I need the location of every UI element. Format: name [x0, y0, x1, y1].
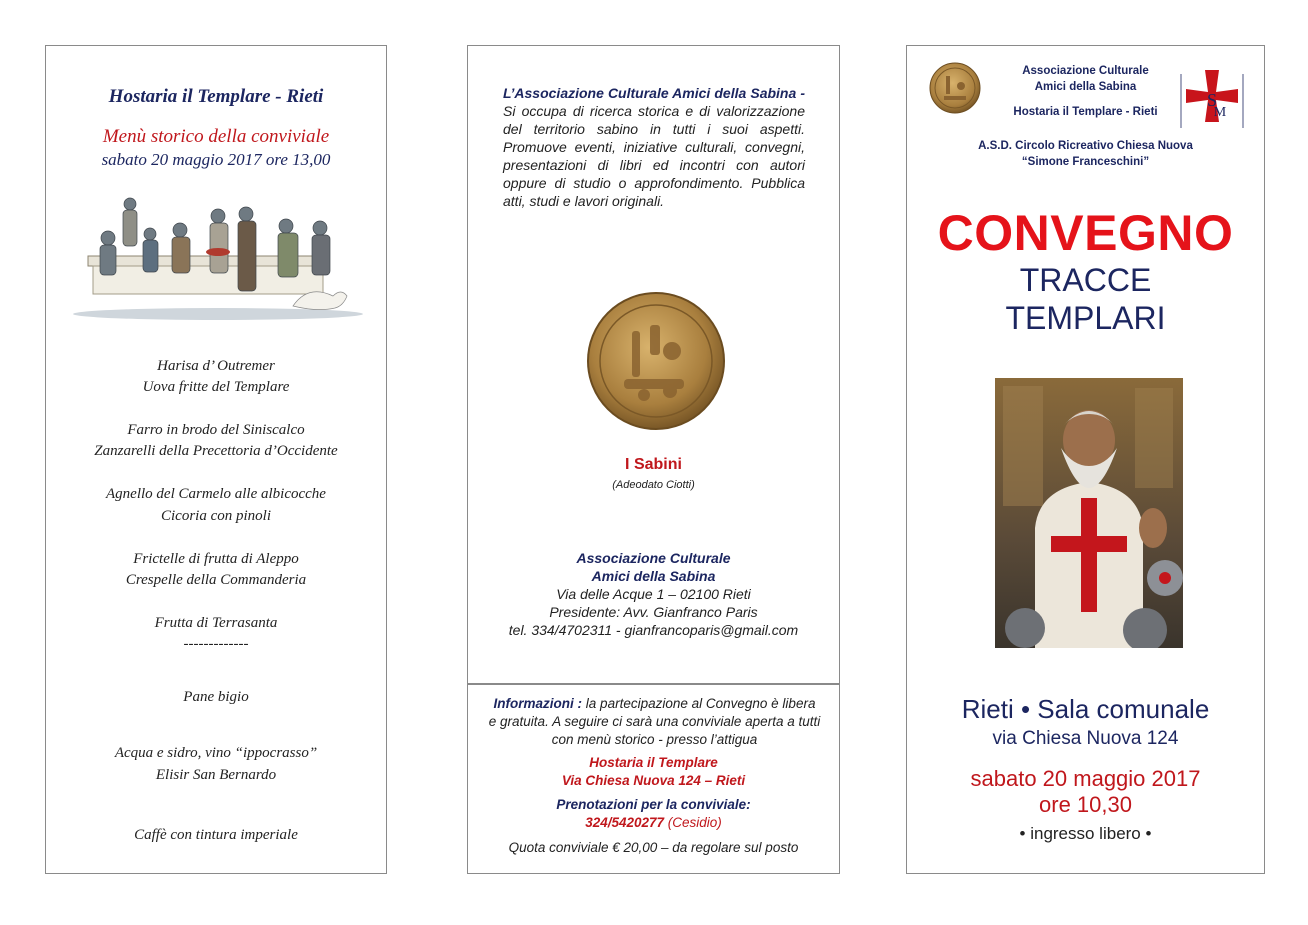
info-label: Informazioni : [493, 696, 583, 711]
menu-subtitle: Menù storico della conviviale [102, 126, 330, 147]
org-line: Amici della Sabina [1034, 81, 1137, 93]
event-headline: CONVEGNO [937, 205, 1234, 261]
restaurant-title: Hostaria il Templare - Rieti [108, 86, 324, 107]
event-time: ore 10,30 [1039, 792, 1132, 817]
menu-item: Pane bigio [183, 689, 249, 705]
menu-item: Frictelle di frutta di Aleppo [133, 551, 299, 567]
fee-note: Quota conviviale € 20,00 – da regolare sul posto [508, 840, 799, 855]
org-line: “Simone Franceschini” [1021, 156, 1150, 168]
event-topic-line1: TRACCE [1019, 262, 1152, 298]
association-intro [503, 84, 805, 210]
org-line: A.S.D. Circolo Ricreativo Chiesa Nuova [978, 140, 1193, 152]
menu-item: Harisa d’ Outremer [157, 358, 275, 374]
event-street: via Chiesa Nuova 124 [992, 728, 1179, 749]
menu-date: sabato 20 maggio 2017 ore 13,00 [101, 150, 331, 169]
event-date: sabato 20 maggio 2017 [970, 766, 1201, 791]
artwork-title: I Sabini [625, 456, 682, 473]
booking-person: (Cesidio) [664, 815, 722, 830]
booking-label: Prenotazioni per la conviviale: [556, 797, 751, 812]
menu-item: Cicoria con pinoli [161, 508, 271, 524]
venue-name: Hostaria il Templare [589, 755, 718, 770]
svg-text:M: M [1213, 105, 1227, 120]
info-text [488, 695, 821, 749]
info-body: la partecipazione al Convegno è libera e gratuita. A seguire ci sarà una conviviale aperta a tutti con menù storico - presso l’attigua [488, 696, 821, 747]
booking-phone: 324/5420277 [585, 815, 665, 830]
svg-text:S: S [1206, 90, 1218, 110]
event-datetime [907, 766, 1264, 818]
association-address: Via delle Acque 1 – 02100 Rieti [556, 586, 751, 602]
org-line: Associazione Culturale [1022, 65, 1149, 77]
association-name-line2: Amici della Sabina [591, 568, 716, 584]
info-panel [467, 684, 840, 874]
menu-item: Acqua e sidro, vino “ippocrasso” [114, 745, 318, 761]
artwork-author: (Adeodato Ciotti) [612, 479, 695, 491]
menu-item: Elisir San Bernardo [155, 767, 277, 783]
menu-item: Frutta di Terrasanta [154, 615, 278, 631]
menu-item: Farro in brodo del Siniscalco [127, 422, 305, 438]
menu-panel [45, 45, 387, 874]
booking-contact [468, 815, 839, 830]
association-intro-lead: L’Associazione Culturale Amici della Sabina - [503, 85, 805, 101]
sabini-medal-image [586, 291, 726, 431]
association-panel [467, 45, 840, 684]
menu-item: Caffè con tintura imperiale [134, 827, 298, 843]
association-contact: tel. 334/4702311 - gianfrancoparis@gmail.com [508, 622, 799, 638]
menu-item: Uova fritte del Templare [142, 379, 290, 395]
templar-knight-image [995, 378, 1183, 648]
association-president: Presidente: Avv. Gianfranco Paris [549, 604, 758, 620]
event-panel [906, 45, 1265, 874]
association-name-line1: Associazione Culturale [576, 550, 731, 566]
banquet-illustration [68, 186, 368, 321]
menu-item: Crespelle della Commanderia [125, 572, 307, 588]
menu-item: Zanzarelli della Precettoria d’Occidente [94, 443, 338, 459]
event-entry: • ingresso libero • [1019, 824, 1152, 843]
event-topic-line2: TEMPLARI [1005, 300, 1166, 336]
org-line: Hostaria il Templare - Rieti [1013, 106, 1158, 118]
venue-address: Via Chiesa Nuova 124 – Rieti [561, 773, 746, 788]
association-intro-text: Si occupa di ricerca storica e di valorizzazione del territorio sabino in tutti i suoi aspetti. Promuove eventi, iniziative culturali, convegni, presentazioni di libri ed incontri con autori oppure di studio o approfondimento. Pubblica atti, studi e lavori originali. [503, 103, 805, 209]
event-topic [907, 261, 1264, 337]
menu-item: Agnello del Carmelo alle albicocche [106, 486, 326, 502]
menu-separator: ------------- [183, 636, 249, 652]
event-place: Rieti • Sala comunale [961, 694, 1210, 724]
